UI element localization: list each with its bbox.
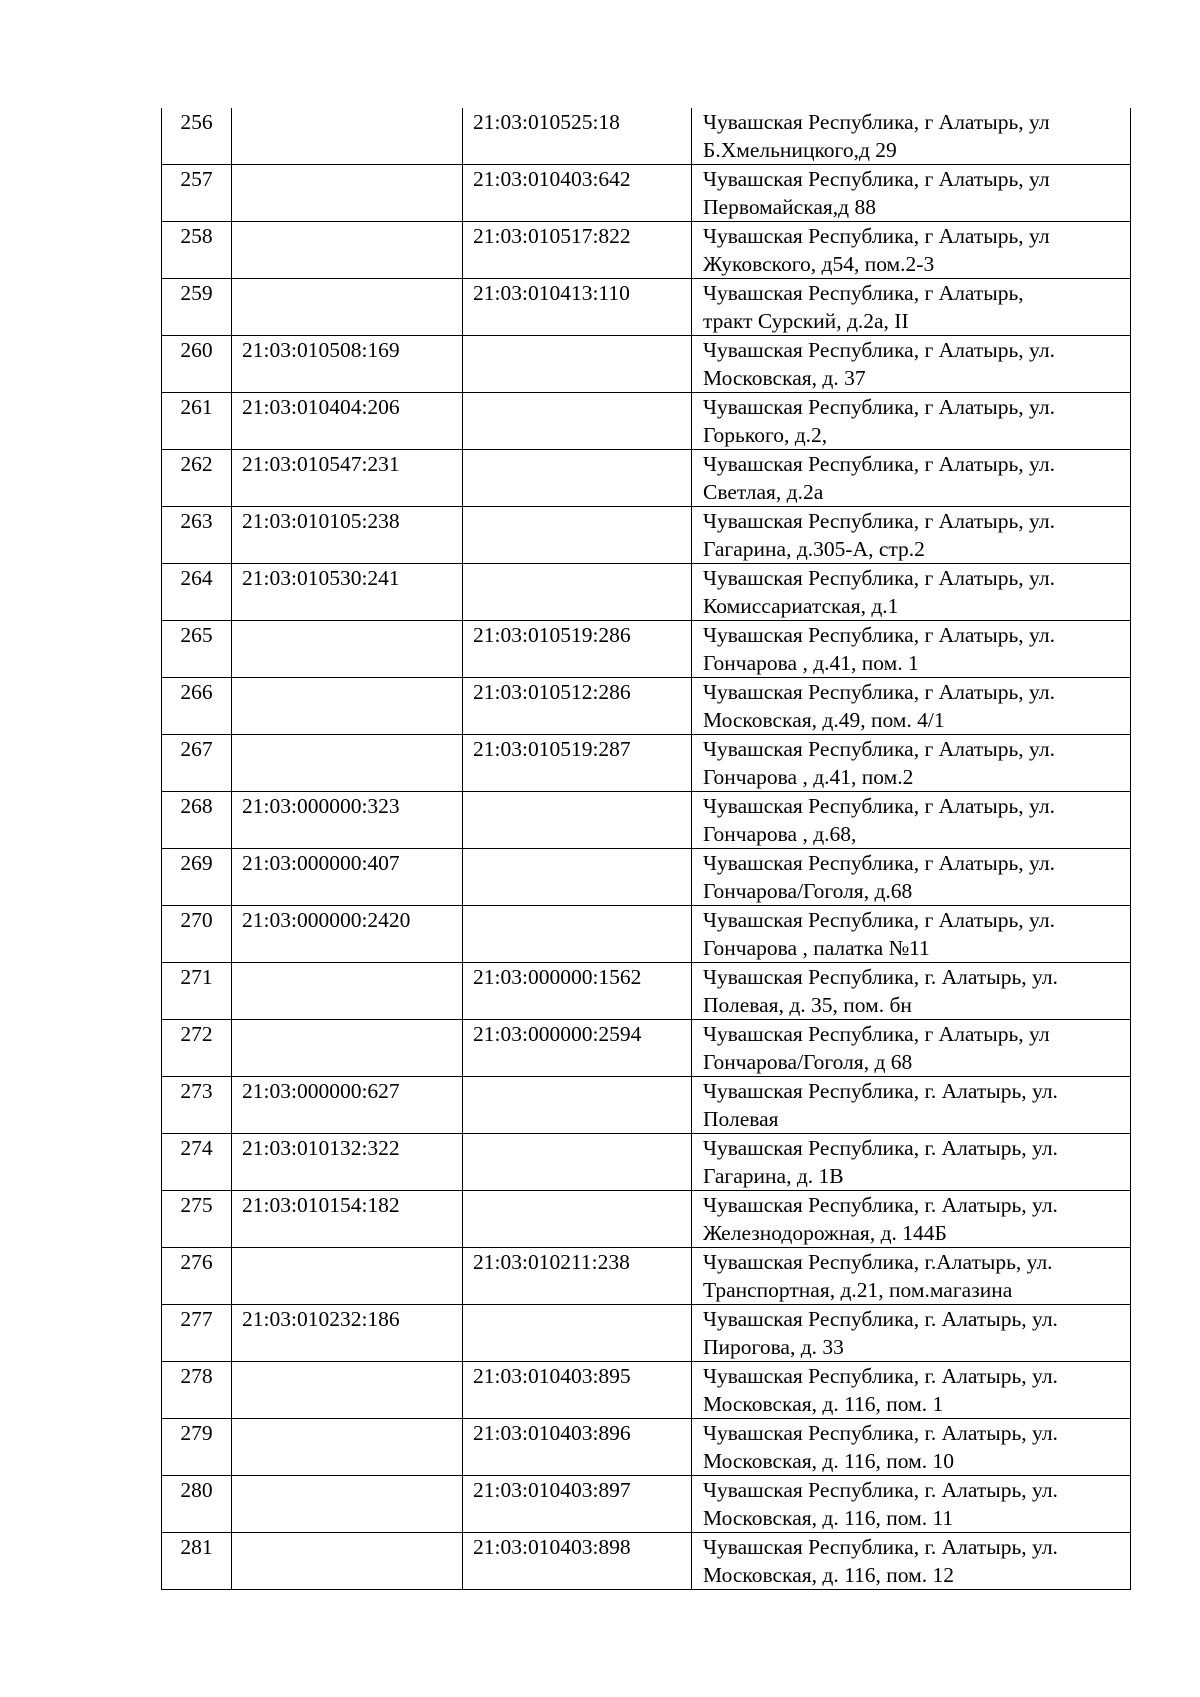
address-line: Чувашская Республика, г. Алатырь, ул. [703, 1193, 1058, 1217]
address-cell [692, 279, 1131, 336]
address-line: Пирогова, д. 33 [703, 1335, 844, 1359]
registry-table [161, 108, 1131, 1590]
address-line: Московская, д. 116, пом. 10 [703, 1449, 954, 1473]
address-cell [692, 1305, 1131, 1362]
address-cell [692, 1191, 1131, 1248]
cadastral-number-cell [463, 792, 692, 849]
address-line: Московская, д. 116, пом. 1 [703, 1392, 944, 1416]
cadastral-number-cell [232, 165, 463, 222]
row-number-cell: 256 [162, 108, 232, 165]
cadastral-number-cell [463, 507, 692, 564]
row-number-cell: 260 [162, 336, 232, 393]
cadastral-number-cell: 21:03:010519:286 [463, 621, 692, 678]
address-line: Чувашская Республика, г Алатырь, ул. [703, 623, 1055, 647]
address-line: Московская, д.49, пом. 4/1 [703, 708, 945, 732]
row-number-cell: 267 [162, 735, 232, 792]
cadastral-number-cell: 21:03:010413:110 [463, 279, 692, 336]
cadastral-number-cell: 21:03:010403:895 [463, 1362, 692, 1419]
cadastral-number-cell: 21:03:010211:238 [463, 1248, 692, 1305]
cadastral-number-cell [232, 621, 463, 678]
address-cell [692, 1419, 1131, 1476]
address-line: Чувашская Республика, г Алатырь, ул. [703, 566, 1055, 590]
cadastral-number-cell [232, 279, 463, 336]
address-line: Гончарова/Гоголя, д 68 [703, 1050, 913, 1074]
address-line: Чувашская Республика, г Алатырь, ул. [703, 338, 1055, 362]
address-cell [692, 621, 1131, 678]
address-line: Чувашская Республика, г Алатырь, ул. [703, 452, 1055, 476]
address-cell [692, 1020, 1131, 1077]
address-line: Гончарова , д.41, пом. 1 [703, 651, 919, 675]
address-line: Б.Хмельницкого,д 29 [703, 138, 897, 162]
table-row [162, 735, 1131, 792]
address-line: Гагарина, д. 1В [703, 1164, 844, 1188]
row-number-cell: 257 [162, 165, 232, 222]
address-line: Горького, д.2, [703, 423, 828, 447]
row-number-cell: 270 [162, 906, 232, 963]
address-line: Гончарова/Гоголя, д.68 [703, 879, 913, 903]
row-number-cell: 263 [162, 507, 232, 564]
table-row [162, 507, 1131, 564]
address-cell [692, 1362, 1131, 1419]
cadastral-number-cell: 21:03:010519:287 [463, 735, 692, 792]
cadastral-number-cell: 21:03:010132:322 [232, 1134, 463, 1191]
address-line: Чувашская Республика, г. Алатырь, ул. [703, 965, 1058, 989]
address-cell [692, 963, 1131, 1020]
cadastral-number-cell [232, 678, 463, 735]
row-number-cell: 280 [162, 1476, 232, 1533]
address-cell [692, 165, 1131, 222]
address-line: Чувашская Республика, г Алатырь, ул [703, 110, 1050, 134]
table-row [162, 222, 1131, 279]
table-row [162, 393, 1131, 450]
table-row [162, 1362, 1131, 1419]
address-cell [692, 393, 1131, 450]
cadastral-number-cell [463, 450, 692, 507]
row-number-cell: 271 [162, 963, 232, 1020]
cadastral-number-cell: 21:03:010508:169 [232, 336, 463, 393]
address-cell [692, 1476, 1131, 1533]
table-row [162, 792, 1131, 849]
address-cell [692, 906, 1131, 963]
address-cell [692, 507, 1131, 564]
cadastral-number-cell: 21:03:000000:323 [232, 792, 463, 849]
row-number-cell: 279 [162, 1419, 232, 1476]
address-line: Комиссариатская, д.1 [703, 594, 899, 618]
table-row [162, 336, 1131, 393]
cadastral-number-cell [463, 1077, 692, 1134]
address-cell [692, 108, 1131, 165]
cadastral-number-cell: 21:03:010154:182 [232, 1191, 463, 1248]
address-line: Транспортная, д.21, пом.магазина [703, 1278, 1013, 1302]
row-number-cell: 264 [162, 564, 232, 621]
cadastral-number-cell [463, 849, 692, 906]
cadastral-number-cell: 21:03:010517:822 [463, 222, 692, 279]
address-line: Чувашская Республика, г. Алатырь, ул. [703, 1478, 1058, 1502]
cadastral-number-cell [232, 1419, 463, 1476]
cadastral-number-cell [463, 336, 692, 393]
table-row [162, 1305, 1131, 1362]
cadastral-number-cell: 21:03:010403:896 [463, 1419, 692, 1476]
cadastral-number-cell [463, 1134, 692, 1191]
row-number-cell: 276 [162, 1248, 232, 1305]
row-number-cell: 269 [162, 849, 232, 906]
row-number-cell: 272 [162, 1020, 232, 1077]
address-cell [692, 792, 1131, 849]
row-number-cell: 273 [162, 1077, 232, 1134]
address-cell [692, 1077, 1131, 1134]
row-number-cell: 268 [162, 792, 232, 849]
address-line: Чувашская Республика, г Алатырь, ул. [703, 737, 1055, 761]
address-line: Чувашская Республика, г Алатырь, ул. [703, 851, 1055, 875]
cadastral-number-cell [232, 963, 463, 1020]
address-line: Полевая [703, 1107, 779, 1131]
cadastral-number-cell: 21:03:000000:2420 [232, 906, 463, 963]
table-row [162, 108, 1131, 165]
address-cell [692, 1248, 1131, 1305]
cadastral-number-cell [463, 1191, 692, 1248]
address-line: Чувашская Республика, г Алатырь, ул. [703, 680, 1055, 704]
address-line: Светлая, д.2а [703, 480, 824, 504]
row-number-cell: 275 [162, 1191, 232, 1248]
address-cell [692, 564, 1131, 621]
row-number-cell: 274 [162, 1134, 232, 1191]
cadastral-number-cell [232, 1248, 463, 1305]
cadastral-number-cell: 21:03:010232:186 [232, 1305, 463, 1362]
address-line: Полевая, д. 35, пом. бн [703, 993, 912, 1017]
cadastral-number-cell [463, 564, 692, 621]
cadastral-number-cell: 21:03:000000:1562 [463, 963, 692, 1020]
cadastral-number-cell [232, 1476, 463, 1533]
address-line: Гагарина, д.305-А, стр.2 [703, 537, 925, 561]
address-line: Чувашская Республика, г Алатырь, ул [703, 167, 1050, 191]
cadastral-number-cell: 21:03:010403:898 [463, 1533, 692, 1590]
cadastral-number-cell: 21:03:000000:2594 [463, 1020, 692, 1077]
table-row [162, 678, 1131, 735]
cadastral-number-cell [232, 1362, 463, 1419]
cadastral-number-cell [232, 1533, 463, 1590]
address-line: Чувашская Республика, г Алатырь, ул. [703, 395, 1055, 419]
cadastral-number-cell: 21:03:010403:642 [463, 165, 692, 222]
row-number-cell: 277 [162, 1305, 232, 1362]
table-row [162, 1191, 1131, 1248]
address-cell [692, 450, 1131, 507]
cadastral-number-cell [232, 735, 463, 792]
table-row [162, 564, 1131, 621]
cadastral-number-cell: 21:03:010404:206 [232, 393, 463, 450]
row-number-cell: 266 [162, 678, 232, 735]
cadastral-number-cell [232, 108, 463, 165]
row-number-cell: 262 [162, 450, 232, 507]
row-number-cell: 281 [162, 1533, 232, 1590]
address-line: Чувашская Республика, г Алатырь, [703, 281, 1024, 305]
cadastral-number-cell [463, 1305, 692, 1362]
address-line: тракт Сурский, д.2а, II [703, 309, 909, 333]
address-line: Чувашская Республика, г Алатырь, ул [703, 1022, 1050, 1046]
table-row [162, 1020, 1131, 1077]
row-number-cell: 258 [162, 222, 232, 279]
row-number-cell: 259 [162, 279, 232, 336]
address-line: Чувашская Республика, г. Алатырь, ул. [703, 1535, 1058, 1559]
address-cell [692, 678, 1131, 735]
address-line: Жуковского, д54, пом.2-3 [703, 252, 935, 276]
address-line: Чувашская Республика, г. Алатырь, ул. [703, 1421, 1058, 1445]
address-cell [692, 735, 1131, 792]
address-line: Чувашская Республика, г Алатырь, ул [703, 224, 1050, 248]
table-row [162, 1533, 1131, 1590]
address-cell [692, 849, 1131, 906]
table-row [162, 1248, 1131, 1305]
table-row [162, 963, 1131, 1020]
cadastral-number-cell [232, 222, 463, 279]
address-line: Чувашская Республика, г.Алатырь, ул. [703, 1250, 1053, 1274]
cadastral-number-cell [463, 906, 692, 963]
table-row [162, 1134, 1131, 1191]
cadastral-number-cell: 21:03:000000:407 [232, 849, 463, 906]
address-cell [692, 336, 1131, 393]
cadastral-number-cell: 21:03:010512:286 [463, 678, 692, 735]
cadastral-number-cell: 21:03:010403:897 [463, 1476, 692, 1533]
cadastral-number-cell [463, 393, 692, 450]
row-number-cell: 265 [162, 621, 232, 678]
table-row [162, 849, 1131, 906]
address-cell [692, 1134, 1131, 1191]
address-line: Московская, д. 116, пом. 11 [703, 1506, 954, 1530]
table-row [162, 279, 1131, 336]
address-line: Гончарова , д.68, [703, 822, 857, 846]
address-line: Первомайская,д 88 [703, 195, 876, 219]
row-number-cell: 278 [162, 1362, 232, 1419]
address-line: Московская, д. 116, пом. 12 [703, 1563, 954, 1587]
address-line: Чувашская Республика, г Алатырь, ул. [703, 794, 1055, 818]
cadastral-number-cell: 21:03:000000:627 [232, 1077, 463, 1134]
table-row [162, 1476, 1131, 1533]
table-row [162, 165, 1131, 222]
table-row [162, 621, 1131, 678]
address-line: Чувашская Республика, г. Алатырь, ул. [703, 1079, 1058, 1103]
row-number-cell: 261 [162, 393, 232, 450]
address-line: Железнодорожная, д. 144Б [703, 1221, 947, 1245]
table-row [162, 906, 1131, 963]
cadastral-number-cell: 21:03:010105:238 [232, 507, 463, 564]
cadastral-number-cell: 21:03:010547:231 [232, 450, 463, 507]
table-row [162, 1419, 1131, 1476]
cadastral-number-cell: 21:03:010530:241 [232, 564, 463, 621]
cadastral-number-cell [232, 1020, 463, 1077]
registry-table-body [162, 108, 1131, 1590]
address-line: Гончарова , д.41, пом.2 [703, 765, 914, 789]
address-line: Чувашская Республика, г Алатырь, ул. [703, 509, 1055, 533]
address-line: Чувашская Республика, г. Алатырь, ул. [703, 1364, 1058, 1388]
address-line: Чувашская Республика, г. Алатырь, ул. [703, 1307, 1058, 1331]
address-line: Чувашская Республика, г. Алатырь, ул. [703, 1136, 1058, 1160]
table-row [162, 450, 1131, 507]
cadastral-number-cell: 21:03:010525:18 [463, 108, 692, 165]
address-cell [692, 222, 1131, 279]
table-row [162, 1077, 1131, 1134]
address-cell [692, 1533, 1131, 1590]
address-line: Московская, д. 37 [703, 366, 866, 390]
address-line: Чувашская Республика, г Алатырь, ул. [703, 908, 1055, 932]
address-line: Гончарова , палатка №11 [703, 936, 930, 960]
